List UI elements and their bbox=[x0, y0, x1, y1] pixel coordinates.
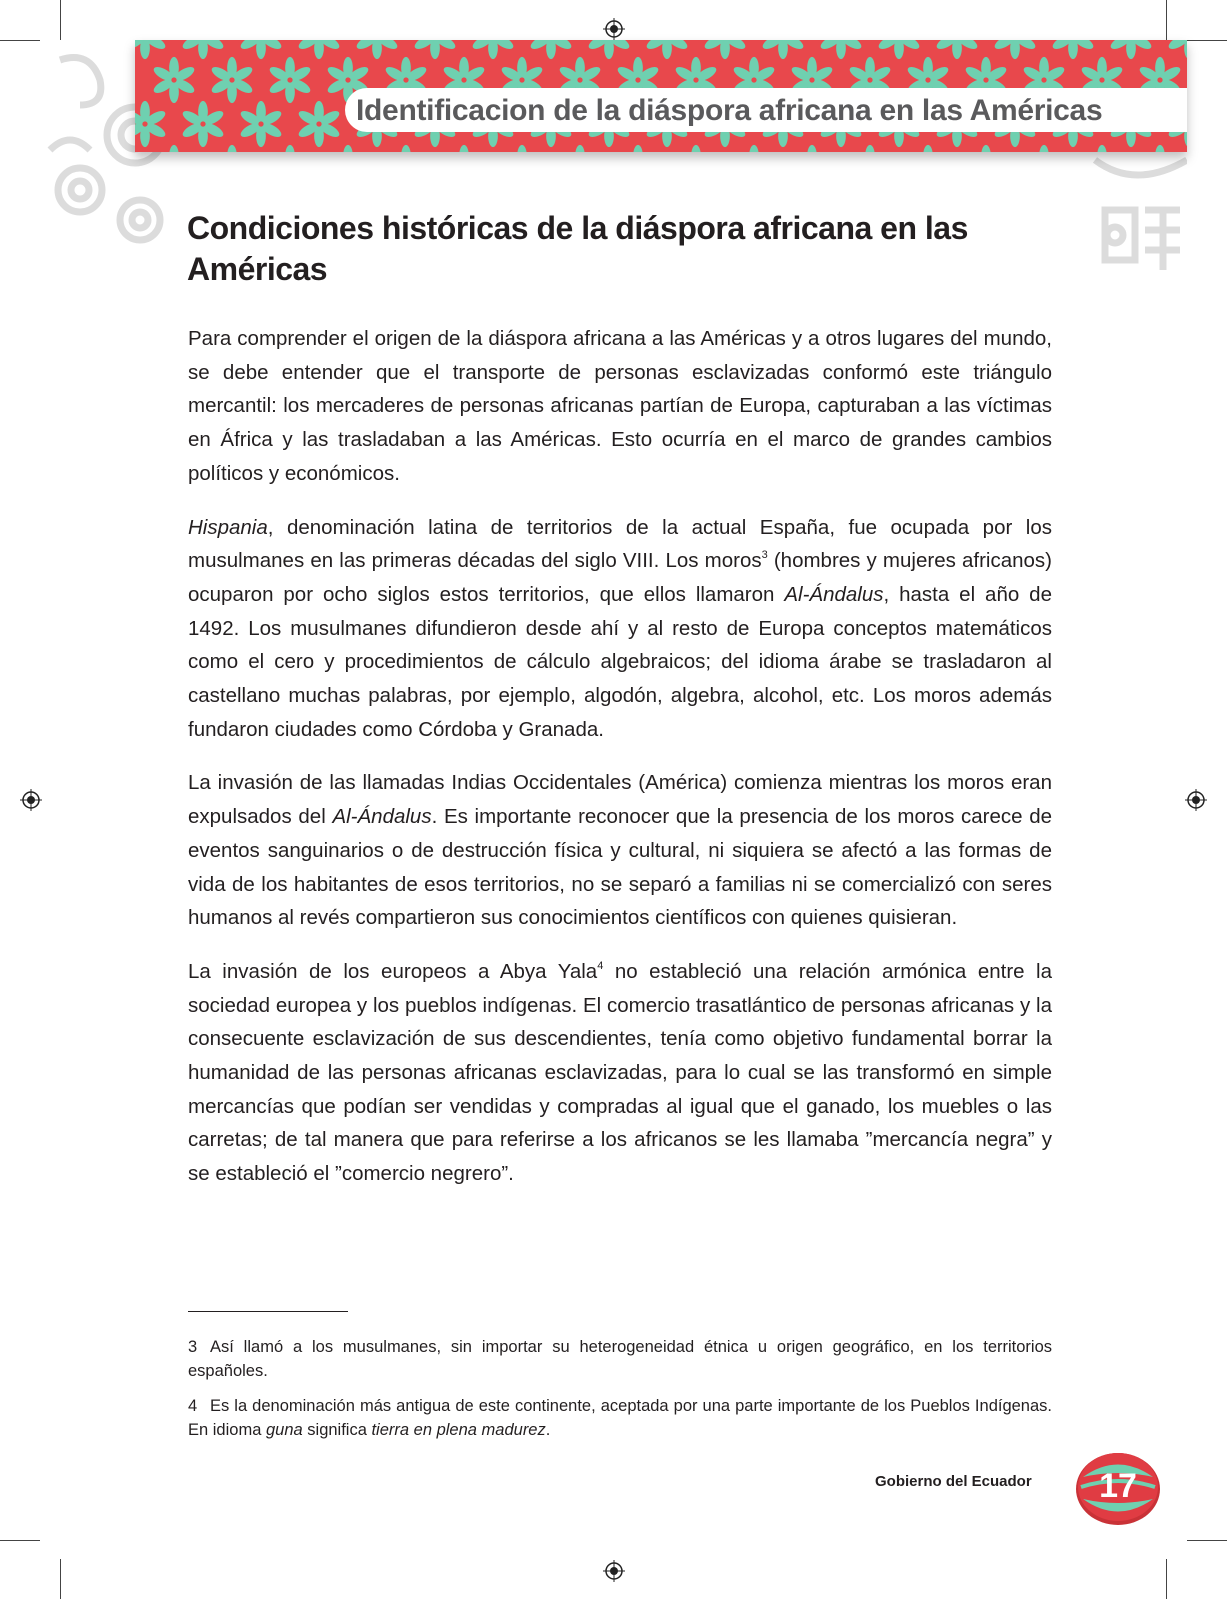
crop-mark bbox=[0, 40, 40, 41]
flower-motif bbox=[790, 145, 835, 152]
flower-motif bbox=[239, 40, 284, 59]
crop-mark bbox=[0, 1540, 40, 1541]
italic-term: Al-Ándalus bbox=[332, 805, 432, 829]
flower-motif bbox=[877, 40, 922, 59]
footnote-ref[interactable]: 4 bbox=[597, 959, 604, 972]
flower-motif bbox=[964, 145, 1009, 152]
flower-motif bbox=[384, 145, 429, 152]
crop-mark bbox=[1166, 0, 1167, 40]
italic-term: Al-Ándalus bbox=[784, 582, 884, 606]
paragraph-2: Hispania, denominación latina de territorios de la actual España, fue ocupada por los musulmanes en las primeras décadas del siglo VIII. Los moros$^3$ (hombres y mujeres africanos) ocuparon por ocho siglos estos territorios, que ellos llamaron Al-Ándalus, hasta el año de 1492. Los musulmanes difundieron desde ahí y al resto de Europa conceptos matemáticos como el cero y procedimientos de cálculo algebraicos; del idioma árabe se trasladaron al castellano muchas palabras, por ejemplo, algodón, algebra, alcohol, etc. Los moros además fundaron ciudades como Córdoba y Granada. bbox=[188, 515, 1052, 741]
flower-motif bbox=[1167, 40, 1187, 59]
flower-motif bbox=[1051, 40, 1096, 59]
flower-motif bbox=[239, 101, 284, 147]
publisher-label: Gobierno del Ecuador bbox=[875, 1473, 1032, 1490]
paragraph-1: Para comprender el origen de la diáspora africana a las Américas y a otros lugares del mundo, se debe entender que el transporte de personas esclavizadas conformó este triángulo mercantil: los mercaderes de personas africanas partían de Europa, capturaban a las víctimas en África y las trasladaban a las Américas. Esto ocurría en el marco de grandes cambios políticos y económicos. bbox=[188, 327, 1052, 485]
flower-motif bbox=[529, 40, 574, 59]
crop-mark bbox=[1166, 1559, 1167, 1599]
flower-motif bbox=[906, 145, 951, 152]
flower-motif bbox=[761, 40, 806, 59]
flower-motif bbox=[674, 145, 719, 152]
flower-motif bbox=[135, 101, 167, 147]
crop-mark bbox=[1187, 40, 1227, 41]
registration-mark-icon bbox=[1185, 789, 1207, 811]
flower-motif bbox=[268, 145, 313, 152]
flower-motif bbox=[297, 101, 342, 147]
italic-term: Hispania bbox=[188, 515, 268, 539]
flower-motif bbox=[413, 40, 458, 59]
header-title: Identificacion de la diáspora africana en las Américas bbox=[356, 94, 1103, 127]
flower-motif bbox=[587, 40, 632, 59]
flower-motif bbox=[1109, 40, 1154, 59]
flower-motif bbox=[326, 145, 371, 152]
flower-motif bbox=[732, 145, 777, 152]
flower-motif bbox=[819, 40, 864, 59]
flower-motif bbox=[848, 145, 893, 152]
flower-motif bbox=[181, 40, 226, 59]
flower-motif bbox=[1080, 145, 1125, 152]
paragraph-3: La invasión de las llamadas Indias Occidentales (América) comienza mientras los moros eran expulsados del Al-Ándalus. Es importante reconocer que la presencia de los moros carece de eventos sanguinarios o de destrucción física y cultural, ni siquiera se afectó a las formas de vida de los habitantes de esos territorios, no se separó a familias ni se comercializó con seres humanos al revés compartieron sus conocimientos científicos con quienes quisieran. bbox=[188, 771, 1053, 930]
footnote-divider bbox=[188, 1311, 348, 1312]
flower-motif bbox=[152, 57, 197, 103]
flower-motif bbox=[500, 145, 545, 152]
flower-motif bbox=[355, 40, 400, 59]
flower-motif bbox=[935, 40, 980, 59]
flower-motif bbox=[210, 57, 255, 103]
flower-motif bbox=[268, 57, 313, 103]
footnotes bbox=[188, 1335, 1052, 1453]
page-title: Condiciones históricas de la diáspora africana en las Américas bbox=[187, 210, 968, 287]
footnote-4: 4 Es la denominación más antigua de este continente, aceptada por una parte importante de los Pueblos Indígenas. En idioma guna significa tierra en plena madurez. bbox=[188, 1397, 1052, 1439]
flower-motif bbox=[210, 145, 255, 152]
registration-mark-icon bbox=[603, 1560, 625, 1582]
crop-mark bbox=[60, 0, 61, 40]
flower-motif bbox=[181, 101, 226, 147]
flower-motif bbox=[558, 145, 603, 152]
flower-motif bbox=[135, 40, 167, 59]
registration-mark-icon bbox=[603, 18, 625, 40]
flower-motif bbox=[471, 40, 516, 59]
footnote-3: 3 Así llamó a los musulmanes, sin importar su heterogeneidad étnica u origen geográfico, en los territorios españoles. bbox=[188, 1338, 1052, 1380]
paragraph-4: La invasión de los europeos a Abya Yala$^4$ no estableció una relación armónica entre la sociedad europea y los pueblos indígenas. El comercio trasatlántico de personas africanas y la consecuente esclavización de sus descendientes, tenía como objetivo fundamental borrar la humanidad de las personas africanas esclavizadas, para lo cual se las transformó en simple mercancías que podían ser vendidas y compradas al igual que el ganado, los muebles o las carretas; de tal manera que para referirse a los africanos se les llamaba ”mercancía negra” y se estableció el ”comercio negrero”. bbox=[188, 959, 1053, 1186]
flower-motif bbox=[442, 145, 487, 152]
flower-motif bbox=[616, 145, 661, 152]
flower-motif bbox=[645, 40, 690, 59]
flower-motif bbox=[1022, 145, 1067, 152]
flower-motif bbox=[152, 145, 197, 152]
flower-motif bbox=[1138, 145, 1183, 152]
flower-motif bbox=[703, 40, 748, 59]
crop-mark bbox=[1187, 1540, 1227, 1541]
article-body bbox=[188, 322, 1052, 1211]
crop-mark bbox=[60, 1559, 61, 1599]
maze-ornament-icon bbox=[1085, 150, 1187, 290]
flower-motif bbox=[297, 40, 342, 59]
footnote-ref[interactable]: 3 bbox=[761, 549, 768, 562]
registration-mark-icon bbox=[20, 789, 42, 811]
page-number: 17 bbox=[1099, 1467, 1137, 1505]
flower-motif bbox=[993, 40, 1038, 59]
